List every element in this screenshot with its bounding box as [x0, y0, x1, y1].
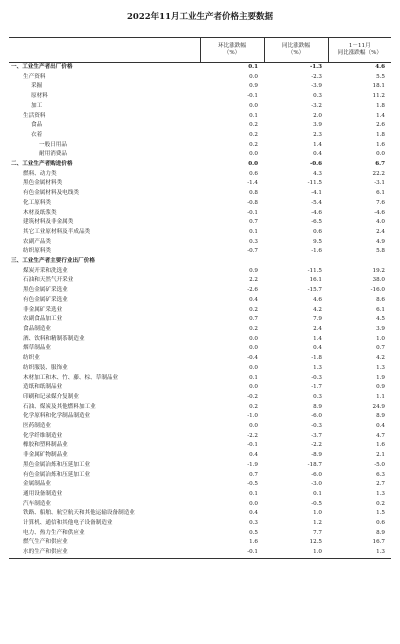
row-ytd-value: 0.6 — [376, 520, 385, 527]
row-mom-value: 0.7 — [249, 471, 258, 478]
row-ytd-value: 4.7 — [376, 432, 385, 439]
row-mom-value: -2.6 — [247, 287, 258, 294]
table-row — [9, 490, 391, 500]
table-row — [9, 422, 391, 432]
row-mom-value: 1.6 — [249, 539, 258, 546]
row-mom-value: 0.1 — [249, 490, 258, 497]
row-label: 化学原料和化学制品制造业 — [23, 413, 91, 420]
table-row — [9, 102, 391, 112]
row-ytd-value: -5.0 — [374, 461, 385, 468]
row-label: 木材及纸浆类 — [23, 209, 57, 216]
row-yoy-value: -1.8 — [311, 355, 322, 362]
table-row — [9, 364, 391, 374]
row-ytd-value: 4.0 — [376, 219, 385, 226]
row-label: 电力、热力生产和供应业 — [23, 529, 85, 536]
row-mom-value: 0.8 — [249, 190, 258, 197]
row-ytd-value: 0.7 — [376, 345, 385, 352]
table-row — [9, 276, 391, 286]
row-mom-value: 0.6 — [249, 170, 258, 177]
row-ytd-value: 1.5 — [376, 510, 385, 517]
row-mom-value: 0.0 — [249, 335, 258, 342]
table-row — [9, 344, 391, 354]
row-label: 铁路、船舶、航空航天和其他运输设备制造业 — [23, 510, 135, 517]
row-mom-value: -0.1 — [247, 442, 258, 449]
row-yoy-value: -0.3 — [311, 374, 322, 381]
row-label: 农副食品加工业 — [23, 316, 63, 323]
header-mom — [200, 38, 264, 63]
header-yoy-line2: （%） — [287, 50, 305, 56]
row-label: 生活资料 — [23, 112, 46, 119]
row-ytd-value — [328, 257, 391, 267]
row-ytd-value: 1.6 — [376, 442, 385, 449]
row-mom-value: 0.4 — [249, 452, 258, 459]
row-mom-value: 0.0 — [249, 500, 258, 507]
row-label: 金属制品业 — [23, 481, 51, 488]
row-ytd-value: 3.9 — [376, 325, 385, 332]
row-label: 医药制造业 — [23, 423, 51, 430]
row-yoy-value: 0.1 — [313, 490, 322, 497]
row-label: 有色金属矿采选业 — [23, 296, 68, 303]
header-mom-line2: （%） — [223, 50, 241, 56]
row-ytd-value: 0.4 — [376, 423, 385, 430]
row-yoy-value: -6.0 — [311, 471, 322, 478]
price-data-table — [9, 37, 391, 559]
table-row — [9, 121, 391, 131]
row-label: 石油和天然气开采业 — [23, 277, 74, 284]
row-mom-value: 0.1 — [248, 64, 258, 70]
row-ytd-value: 8.6 — [376, 296, 385, 303]
row-label: 衣着 — [31, 131, 43, 138]
header-yoy-line1: 同比涨跌幅 — [282, 43, 310, 49]
row-label: 化学纤维制造业 — [23, 432, 63, 439]
row-yoy-value: -2.2 — [311, 442, 322, 449]
row-yoy-value: 4.3 — [313, 170, 322, 177]
row-yoy-value: 1.0 — [313, 510, 322, 517]
row-yoy-value: 3.9 — [313, 122, 322, 129]
header-category — [9, 38, 200, 63]
row-yoy-value: -5.4 — [311, 199, 322, 206]
table-row — [9, 306, 391, 316]
row-mom-value: 2.2 — [249, 277, 258, 284]
row-label: 印刷和记录媒介复制业 — [23, 393, 79, 400]
row-label: 燃料、动力类 — [23, 170, 57, 177]
row-ytd-value: 2.4 — [376, 228, 385, 235]
row-yoy-value: 1.0 — [264, 548, 328, 558]
row-mom-value: 0.0 — [249, 345, 258, 352]
row-mom-value: 0.0 — [249, 364, 258, 371]
row-yoy-value: 8.9 — [313, 403, 322, 410]
row-yoy-value: 16.1 — [309, 277, 322, 284]
header-ytd — [328, 38, 391, 63]
row-ytd-value: 5.5 — [376, 73, 385, 80]
table-row — [9, 461, 391, 471]
row-ytd-value: 1.0 — [376, 335, 385, 342]
row-yoy-value: -0.5 — [311, 500, 322, 507]
row-mom-value: 0.7 — [249, 219, 258, 226]
row-label: 通用设备制造业 — [23, 490, 63, 497]
row-yoy-value: -3.9 — [311, 83, 322, 90]
row-label: 纺织业 — [23, 355, 40, 362]
table-row — [9, 73, 391, 83]
row-ytd-value: 0.9 — [376, 384, 385, 391]
row-mom-value: -0.7 — [247, 248, 258, 255]
row-yoy-value: 2.0 — [313, 112, 322, 119]
table-row — [9, 441, 391, 451]
row-ytd-value: 0.0 — [376, 151, 385, 158]
row-label: 黑色金属冶炼和压延加工业 — [23, 461, 91, 468]
row-label: 有色金属冶炼和压延加工业 — [23, 471, 91, 478]
header-ytd-line2: 同比涨跌幅（%） — [337, 50, 382, 56]
header-ytd-line1: 1－11月 — [348, 43, 371, 49]
table-row — [9, 141, 391, 151]
table-row — [9, 189, 391, 199]
row-ytd-value: 1.3 — [328, 548, 391, 558]
row-ytd-value: 4.9 — [376, 238, 385, 245]
row-label: 黑色金属材料类 — [23, 180, 63, 187]
row-yoy-value: -3.2 — [311, 102, 322, 109]
table-row — [9, 150, 391, 160]
row-yoy-value: 1.4 — [313, 335, 322, 342]
row-label: 化工原料类 — [23, 199, 51, 206]
row-mom-value: 0.0 — [249, 102, 258, 109]
row-yoy-value: 12.5 — [309, 539, 322, 546]
row-ytd-value: 1.3 — [376, 364, 385, 371]
row-yoy-value: -18.7 — [307, 461, 322, 468]
row-label: 食品 — [31, 122, 43, 129]
row-yoy-value: 0.3 — [313, 93, 322, 100]
row-ytd-value: 0.2 — [376, 500, 385, 507]
row-ytd-value: 1.8 — [376, 131, 385, 138]
row-ytd-value: 2.7 — [376, 481, 385, 488]
row-yoy-value: 0.4 — [313, 345, 322, 352]
row-mom-value: 0.9 — [249, 83, 258, 90]
row-ytd-value: -4.6 — [374, 209, 385, 216]
row-yoy-value: -1.7 — [311, 384, 322, 391]
table-row — [9, 383, 391, 393]
row-yoy-value: 7.7 — [313, 529, 322, 536]
row-label: 木材加工和木、竹、藤、棕、草制品业 — [23, 374, 119, 381]
row-ytd-value: 2.6 — [376, 122, 385, 129]
row-ytd-value: 19.2 — [372, 267, 385, 274]
row-yoy-value: 2.4 — [313, 325, 322, 332]
row-mom-value: 0.4 — [249, 510, 258, 517]
row-label: 黑色金属矿采选业 — [23, 287, 68, 294]
row-ytd-value: 1.8 — [376, 102, 385, 109]
row-mom-value: 0.1 — [249, 228, 258, 235]
row-mom-value: 0.7 — [249, 316, 258, 323]
row-yoy-value: 4.6 — [313, 296, 322, 303]
table-row — [9, 335, 391, 345]
row-mom-value: 0.0 — [249, 151, 258, 158]
row-yoy-value: -6.5 — [311, 219, 322, 226]
row-mom-value: 0.4 — [249, 296, 258, 303]
table-row — [9, 257, 391, 267]
row-mom-value: 0.2 — [249, 122, 258, 129]
row-yoy-value: -0.6 — [309, 161, 322, 168]
row-yoy-value: 7.9 — [313, 316, 322, 323]
table-row — [9, 471, 391, 481]
row-label: 计算机、通信和其他电子设备制造业 — [23, 520, 113, 527]
row-ytd-value: 38.0 — [372, 277, 385, 284]
table-row — [9, 509, 391, 519]
row-label: 有色金属材料及电线类 — [23, 190, 79, 197]
row-yoy-value: -2.3 — [311, 73, 322, 80]
row-label: 加工 — [31, 102, 43, 109]
row-mom-value: 0.2 — [249, 131, 258, 138]
table-row — [9, 500, 391, 510]
row-label: 食品制造业 — [23, 325, 51, 332]
row-mom-value: 0.3 — [249, 520, 258, 527]
row-mom-value: 0.1 — [249, 374, 258, 381]
row-ytd-value: -3.1 — [374, 180, 385, 187]
row-mom-value: -1.4 — [247, 180, 258, 187]
row-ytd-value: 6.1 — [376, 190, 385, 197]
row-ytd-value: 4.6 — [375, 64, 385, 70]
row-yoy-value: -3.0 — [311, 481, 322, 488]
row-yoy-value: 0.4 — [313, 151, 322, 158]
row-label: 非金属矿采选业 — [23, 306, 63, 313]
row-ytd-value: 8.9 — [376, 413, 385, 420]
row-label: 原材料 — [31, 93, 48, 100]
row-mom-value: 0.5 — [249, 529, 258, 536]
row-yoy-value: -6.0 — [311, 413, 322, 420]
row-ytd-value: -16.0 — [370, 287, 385, 294]
table-row — [9, 548, 391, 558]
row-yoy-value: -1.6 — [311, 248, 322, 255]
row-mom-value: -0.1 — [200, 548, 264, 558]
row-label: 纺织服装、服饰业 — [23, 364, 68, 371]
row-label: 一般日用品 — [39, 141, 67, 148]
row-label: 其它工业原材料及半成品类 — [23, 228, 91, 235]
table-row — [9, 267, 391, 277]
table-header — [9, 38, 391, 63]
row-ytd-value: 1.4 — [376, 112, 385, 119]
row-mom-value: -0.4 — [247, 355, 258, 362]
row-yoy-value: -15.7 — [307, 287, 322, 294]
row-mom-value: 0.2 — [249, 306, 258, 313]
row-ytd-value: 11.2 — [372, 93, 385, 100]
row-mom-value: 0.0 — [249, 384, 258, 391]
table-row — [9, 228, 391, 238]
row-yoy-value: -8.9 — [311, 452, 322, 459]
row-label: 石油、煤炭及其他燃料加工业 — [23, 403, 96, 410]
row-ytd-value: 7.6 — [376, 199, 385, 206]
row-label: 采掘 — [31, 83, 43, 90]
row-mom-value: -0.1 — [247, 93, 258, 100]
table-row — [9, 209, 391, 219]
row-mom-value: 0.0 — [248, 161, 258, 168]
row-label: 燃气生产和供应业 — [23, 539, 68, 546]
row-label: 橡胶和塑料制品业 — [23, 442, 68, 449]
table-row — [9, 170, 391, 180]
row-mom-value: 0.2 — [249, 403, 258, 410]
row-mom-value: 0.2 — [249, 325, 258, 332]
row-mom-value: 0.2 — [249, 141, 258, 148]
row-yoy-value: -4.1 — [311, 190, 322, 197]
row-label: 一、工业生产者出厂价格 — [11, 64, 73, 70]
row-ytd-value: 6.7 — [375, 161, 385, 168]
row-ytd-value: 1.1 — [376, 393, 385, 400]
table-row — [9, 529, 391, 539]
row-label: 造纸和纸制品业 — [23, 384, 63, 391]
row-ytd-value: 1.6 — [376, 141, 385, 148]
page-title: 2022年11月工业生产者价格主要数据 — [127, 12, 273, 22]
table-row — [9, 238, 391, 248]
row-label: 酒、饮料和精制茶制造业 — [23, 335, 85, 342]
row-yoy-value: 1.3 — [313, 364, 322, 371]
header-mom-line1: 环比涨跌幅 — [218, 43, 246, 49]
row-mom-value: -0.1 — [247, 209, 258, 216]
row-yoy-value: 4.2 — [313, 306, 322, 313]
row-mom-value: 0.3 — [249, 238, 258, 245]
table-row — [9, 480, 391, 490]
row-yoy-value: 9.5 — [313, 238, 322, 245]
row-ytd-value: 16.7 — [372, 539, 385, 546]
row-mom-value: -1.0 — [247, 413, 258, 420]
row-label: 建筑材料及非金属类 — [23, 219, 74, 226]
row-ytd-value: 6.3 — [376, 471, 385, 478]
row-yoy-value: -4.6 — [311, 209, 322, 216]
row-yoy-value: -1.3 — [309, 64, 322, 70]
table-row — [9, 82, 391, 92]
table-body — [9, 63, 391, 559]
row-mom-value — [200, 257, 264, 267]
row-mom-value: -1.9 — [247, 461, 258, 468]
table-row — [9, 451, 391, 461]
table-row — [9, 315, 391, 325]
table-row — [9, 538, 391, 548]
row-yoy-value: 0.6 — [313, 228, 322, 235]
row-label: 二、工业生产者购进价格 — [11, 161, 73, 168]
table-row — [9, 374, 391, 384]
row-yoy-value: 0.3 — [313, 393, 322, 400]
row-ytd-value: 18.1 — [372, 83, 385, 90]
table-row — [9, 432, 391, 442]
table-row — [9, 92, 391, 102]
row-ytd-value: 22.2 — [372, 170, 385, 177]
table-row — [9, 403, 391, 413]
row-ytd-value: 1.9 — [376, 374, 385, 381]
table-row — [9, 218, 391, 228]
table-row — [9, 131, 391, 141]
row-mom-value: 0.0 — [249, 73, 258, 80]
row-yoy-value: -11.5 — [307, 180, 322, 187]
table-row — [9, 179, 391, 189]
row-ytd-value: 8.9 — [376, 529, 385, 536]
row-yoy-value: 1.4 — [313, 141, 322, 148]
row-label: 非金属矿物制品业 — [23, 452, 68, 459]
table-row — [9, 112, 391, 122]
row-label: 农副产品类 — [23, 238, 51, 245]
table-row — [9, 325, 391, 335]
row-ytd-value: 6.1 — [376, 306, 385, 313]
row-ytd-value: 4.5 — [376, 316, 385, 323]
row-ytd-value: 1.3 — [376, 490, 385, 497]
row-ytd-value: 24.9 — [372, 403, 385, 410]
row-mom-value: 0.9 — [249, 267, 258, 274]
row-label: 水的生产和供应业 — [9, 548, 200, 558]
row-label: 纺织原料类 — [23, 248, 51, 255]
header-yoy — [264, 38, 328, 63]
row-ytd-value: 2.1 — [376, 452, 385, 459]
row-yoy-value: 1.2 — [313, 520, 322, 527]
row-yoy-value: -3.7 — [311, 432, 322, 439]
row-label: 汽车制造业 — [23, 500, 51, 507]
row-yoy-value: -11.5 — [307, 267, 322, 274]
table-row — [9, 393, 391, 403]
table-row — [9, 354, 391, 364]
row-mom-value: -0.2 — [247, 393, 258, 400]
row-label: 生产资料 — [23, 73, 46, 80]
row-yoy-value: 2.3 — [313, 131, 322, 138]
table-row — [9, 160, 391, 170]
row-yoy-value — [264, 257, 328, 267]
table-row — [9, 199, 391, 209]
row-mom-value: -2.2 — [247, 432, 258, 439]
table-row — [9, 296, 391, 306]
row-mom-value: 0.1 — [249, 112, 258, 119]
row-ytd-value: 5.8 — [376, 248, 385, 255]
table-row — [9, 286, 391, 296]
row-mom-value: 0.0 — [249, 423, 258, 430]
table-row — [9, 247, 391, 257]
row-yoy-value: -0.3 — [311, 423, 322, 430]
row-label: 三、工业生产者主要行业出厂价格 — [11, 258, 95, 265]
row-mom-value: -0.5 — [247, 481, 258, 488]
table-row — [9, 412, 391, 422]
row-ytd-value: 4.2 — [376, 355, 385, 362]
row-label: 耐用消费品 — [39, 151, 67, 158]
table-row — [9, 519, 391, 529]
row-label: 烟草制品业 — [23, 345, 51, 352]
row-label: 煤炭开采和洗选业 — [23, 267, 68, 274]
row-mom-value: -0.8 — [247, 199, 258, 206]
table-row — [9, 63, 391, 73]
